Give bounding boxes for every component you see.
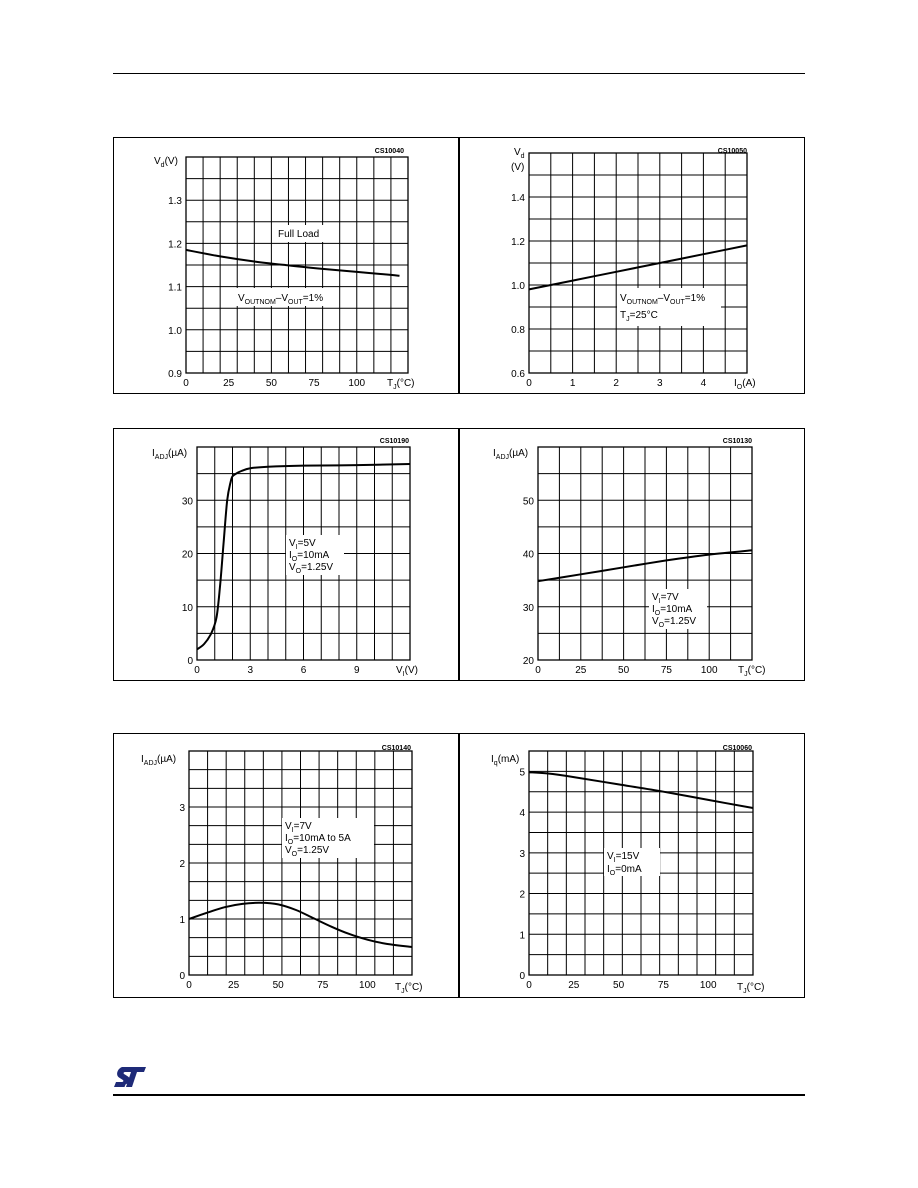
y-tick-label: 0 [187,656,193,667]
annotation-text: $I_O=10mA$ to 5A [285,833,351,846]
x-tick-label: 75 [317,980,329,991]
y-axis-label-top: $V_d$ [514,147,525,160]
y-tick-label: 1 [179,915,185,926]
y-tick-label: 1.3 [168,196,182,208]
annotation-text: Full Load [278,229,320,240]
x-tick-label: 3 [247,665,254,676]
annotation-text: $V_I=15V$ [607,851,640,864]
chart-iq-vs-tj [459,733,805,998]
y-tick-label: 0.8 [511,325,525,336]
y-tick-label: 1.2 [168,239,182,251]
x-axis-label: $I_O(A)$ [734,378,756,391]
x-tick-label: 0 [194,665,200,676]
y-tick-label: 3 [179,803,185,814]
x-tick-label: 75 [308,378,320,389]
annotation-condition [617,288,721,326]
x-tick-label: 25 [568,980,580,991]
st-logo-icon [113,1066,147,1088]
chart-code: CS10040 [374,148,404,155]
x-tick-label: 25 [575,665,587,676]
y-axis-label: $V_d(V)$ [154,156,178,169]
y-tick-label: 2 [179,859,185,870]
annotation-text: $I_O=0mA$ [607,864,642,877]
y-tick-label: 0.6 [511,369,525,380]
chart-iadj-vs-tj-svg [460,429,806,682]
grid [186,157,408,373]
y-tick-label: 30 [522,602,534,614]
x-tick-label: 0 [526,378,532,389]
chart-vd-vs-io [459,137,805,394]
y-tick-label: 1.2 [511,237,525,248]
y-tick-label: 0.9 [168,369,182,380]
annotation-text: $V_{OUTNOM}-V_{OUT}=1\%$ [238,293,324,306]
x-tick-label: 50 [272,980,284,991]
y-tick-label: 1.0 [511,281,525,292]
x-tick-label: 9 [353,665,360,676]
y-tick-label: 4 [519,808,525,820]
x-tick-label: 100 [699,980,717,991]
y-tick-label: 0 [179,971,185,982]
chart-iadj-change-vs-tj [113,733,459,998]
annotation-text: $V_O=1.25V$ [652,616,697,629]
x-tick-label: 100 [348,378,366,389]
x-tick-label: 3 [657,378,663,389]
chart-code: CS10050 [717,148,747,155]
x-axis-label: $T_J(^\circ C)$ [395,982,423,995]
annotation-text: $T_J=25^\circ C$ [620,310,658,323]
chart-iadj-change-vs-tj-svg [114,734,460,999]
series-line [186,250,400,276]
x-tick-label: 75 [657,980,669,991]
annotation-text: $V_I=7V$ [652,592,679,605]
chart-vd-vs-tj-svg [114,138,460,395]
y-tick-label: 20 [181,549,193,561]
y-axis-label: $I_{ADJ}(\mu A)$ [141,754,177,767]
x-tick-label: 50 [265,378,277,389]
grid [529,153,747,373]
y-tick-label: 1.1 [168,282,182,294]
annotation-condition [282,818,374,858]
x-tick-label: 100 [700,665,718,676]
y-tick-label: 1.4 [511,193,525,204]
x-tick-label: 6 [300,665,307,676]
x-tick-label: 0 [535,665,541,676]
chart-iadj-vs-vi-svg [114,429,460,682]
chart-code: CS10190 [379,438,409,445]
y-tick-label: 0 [519,971,525,982]
x-tick-label: 25 [228,980,240,991]
chart-code: CS10060 [722,745,752,752]
x-tick-label: 25 [223,378,235,389]
y-tick-label: 2 [519,889,525,901]
x-tick-label: 50 [613,980,625,991]
annotation-text: $V_I=5V$ [289,538,316,551]
x-axis-label: $V_I(V)$ [396,665,418,678]
annotation-full-load [274,225,336,242]
chart-vd-vs-io-svg [460,138,806,395]
y-tick-label: 50 [522,496,534,508]
x-tick-label: 0 [183,378,189,389]
x-tick-label: 2 [613,378,619,389]
y-tick-label: 5 [519,767,525,779]
x-axis-label: $T_J(^\circ C)$ [387,378,415,391]
annotation-condition [604,848,660,877]
chart-iq-vs-tj-svg [460,734,806,999]
annotation-text: $I_O=10mA$ [289,550,330,563]
y-tick-label: 20 [522,656,534,667]
annotation-condition [286,535,344,575]
chart-code: CS10140 [381,745,411,752]
annotation-text: $V_O=1.25V$ [285,845,330,858]
y-tick-label: 40 [522,549,534,561]
y-axis-label: $I_{ADJ}(\mu A)$ [152,448,188,461]
x-tick-label: 100 [359,980,376,991]
annotation-text: $V_I=7V$ [285,821,312,834]
x-tick-label: 0 [186,980,192,991]
x-tick-label: 4 [700,378,707,389]
annotation-condition [649,589,707,629]
y-tick-label: 1 [519,930,525,942]
x-axis-label: $T_J(^\circ C)$ [737,982,765,995]
x-tick-label: 75 [660,665,672,676]
footer-rule [113,1094,805,1096]
chart-iadj-vs-vi [113,428,459,681]
y-tick-label: 10 [181,602,193,614]
x-tick-label: 50 [618,665,630,676]
y-tick-label: 1.0 [168,325,182,337]
y-axis-label: $I_{ADJ}(\mu A)$ [493,448,529,461]
x-tick-label: 1 [569,378,576,389]
y-tick-label: 30 [181,496,193,508]
chart-vd-vs-tj [113,137,459,394]
y-axis-label: $I_q(mA)$ [491,754,520,767]
y-axis-label-unit: (V) [511,162,525,173]
annotation-text: $V_O=1.25V$ [289,562,334,575]
annotation-condition [236,288,334,306]
chart-code: CS10130 [722,438,752,445]
y-tick-label: 3 [519,848,525,860]
x-axis-label: $T_J(^\circ C)$ [738,665,766,678]
x-tick-label: 0 [526,980,532,991]
annotation-text: $V_{OUTNOM}-V_{OUT}=1\%$ [620,293,706,306]
annotation-text: $I_O=10mA$ [652,604,693,617]
chart-iadj-vs-tj [459,428,805,681]
header-rule [113,73,805,74]
